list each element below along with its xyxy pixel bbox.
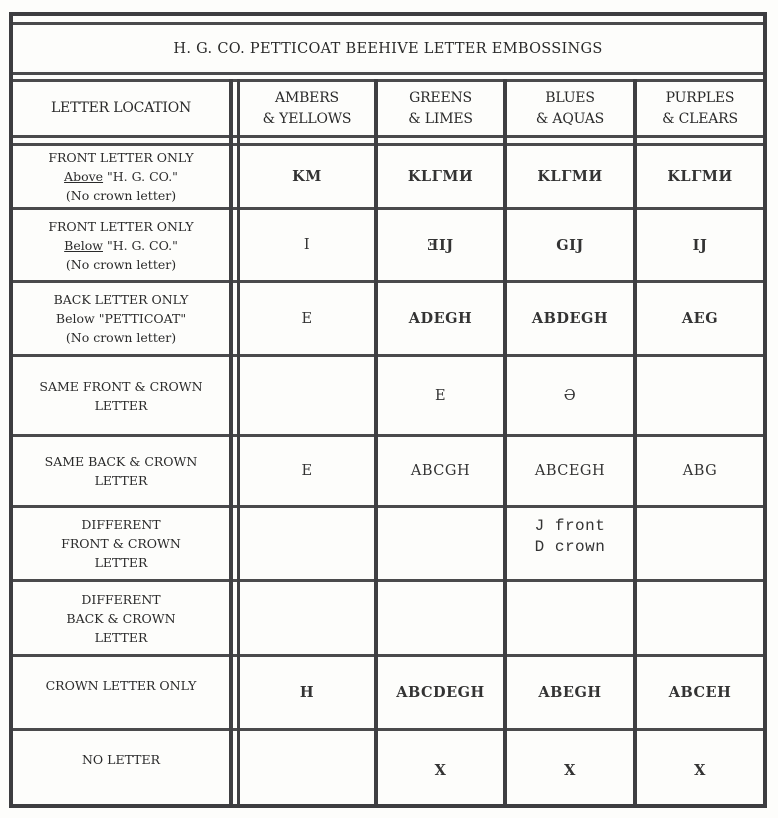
label-line: (No crown letter) — [65, 330, 177, 345]
table-cell: ABCGH — [410, 463, 471, 479]
header-label: LETTER LOCATION — [50, 100, 192, 116]
table-cell: ABEGH — [538, 684, 602, 701]
table-cell: E — [301, 310, 313, 327]
table-cell: E — [434, 387, 447, 404]
header-label: PURPLES — [665, 89, 735, 106]
table-cell — [240, 731, 374, 804]
label-part: "H. G. CO." — [103, 169, 178, 184]
label-line: SAME BACK & CROWN — [44, 454, 198, 469]
header-label: AMBERS — [275, 89, 339, 106]
table-cell: AEG — [681, 310, 719, 327]
column-header-location — [13, 82, 229, 135]
column-header-greens — [378, 82, 503, 135]
cell-line: D crown — [534, 537, 606, 556]
header-label: & CLEARS — [662, 110, 738, 127]
table-cell: KLΓMИ — [537, 168, 603, 185]
label-part: "H. G. CO." — [102, 237, 178, 253]
table-cell: X — [564, 762, 576, 779]
table-cell: ABCEGH — [534, 463, 606, 479]
table-cell: IJ — [692, 236, 708, 254]
table-cell — [637, 508, 763, 579]
label-line: (No crown letter) — [65, 188, 177, 203]
table-cell: KM — [292, 168, 322, 185]
label-line: Below "PETTICOAT" — [55, 311, 187, 326]
table-cell — [378, 508, 503, 579]
row-label-back-only — [13, 283, 229, 354]
header-label: BLUES — [545, 89, 595, 106]
column-header-ambers — [240, 82, 374, 135]
column-header-purples — [637, 82, 763, 135]
underlined-word: Below — [64, 237, 103, 253]
label-line: LETTER — [94, 397, 148, 413]
table-title: H. G. CO. PETTICOAT BEEHIVE LETTER EMBOSSINGS — [173, 40, 603, 57]
table-cell: ABG — [682, 463, 718, 479]
table-cell — [507, 508, 633, 579]
label-line: DIFFERENT — [81, 591, 161, 607]
label-line: DIFFERENT — [81, 517, 161, 532]
cell-line: J front — [534, 516, 606, 535]
row-label-diff-front-crown — [13, 508, 229, 579]
header-label: & YELLOWS — [262, 110, 352, 127]
table-cell — [507, 582, 633, 654]
row-label-crown-only — [13, 657, 229, 728]
embossings-table — [9, 12, 767, 808]
divider — [13, 135, 763, 138]
table-cell: Ə — [563, 387, 577, 404]
row-label-front-below — [13, 210, 229, 280]
table-cell — [240, 508, 374, 579]
header-label: GREENS — [409, 89, 472, 106]
label-line: CROWN LETTER ONLY — [45, 678, 197, 693]
table-cell — [240, 582, 374, 654]
table-cell: E — [301, 463, 313, 479]
row-label-same-back-crown — [13, 437, 229, 505]
label-line: LETTER — [94, 629, 148, 645]
table-cell: ƎIJ — [427, 236, 454, 254]
label-line: LETTER — [94, 555, 148, 570]
table-cell: I — [303, 237, 311, 253]
row-label-same-front-crown — [13, 357, 229, 434]
table-cell — [378, 582, 503, 654]
label-line: BACK & CROWN — [66, 610, 176, 626]
label-line: FRONT LETTER ONLY — [48, 150, 194, 165]
table-cell: KLΓMИ — [407, 168, 474, 185]
table-cell — [637, 357, 763, 434]
label-line: SAME FRONT & CROWN — [39, 378, 203, 394]
divider — [13, 72, 763, 75]
label-line: LETTER — [94, 473, 148, 488]
label-line: FRONT & CROWN — [61, 536, 181, 551]
label-line: BACK LETTER ONLY — [53, 292, 189, 307]
row-label-diff-back-crown — [13, 582, 229, 654]
label-line: NO LETTER — [81, 752, 161, 767]
divider — [229, 79, 233, 804]
table-cell: X — [694, 762, 706, 779]
header-label: & LIMES — [408, 110, 473, 127]
table-cell — [240, 357, 374, 434]
table-cell: ADEGH — [408, 310, 473, 327]
row-label-no-letter — [13, 731, 229, 804]
table-cell: KLΓMИ — [667, 168, 733, 185]
header-label: & AQUAS — [535, 110, 605, 127]
table-cell: ABCEH — [668, 684, 732, 701]
table-cell — [637, 582, 763, 654]
label-line: (No crown letter) — [65, 256, 177, 272]
label-line — [64, 236, 178, 255]
table-cell: ABDEGH — [531, 310, 609, 327]
label-line: FRONT LETTER ONLY — [48, 218, 194, 234]
table-cell: X — [434, 762, 447, 779]
table-cell: GIJ — [556, 236, 584, 254]
table-cell: H — [299, 684, 315, 701]
table-cell: ABCDEGH — [396, 684, 485, 701]
label-line — [64, 167, 178, 186]
underlined-word: Above — [64, 169, 104, 184]
row-label-front-above — [13, 146, 229, 207]
column-header-blues — [507, 82, 633, 135]
